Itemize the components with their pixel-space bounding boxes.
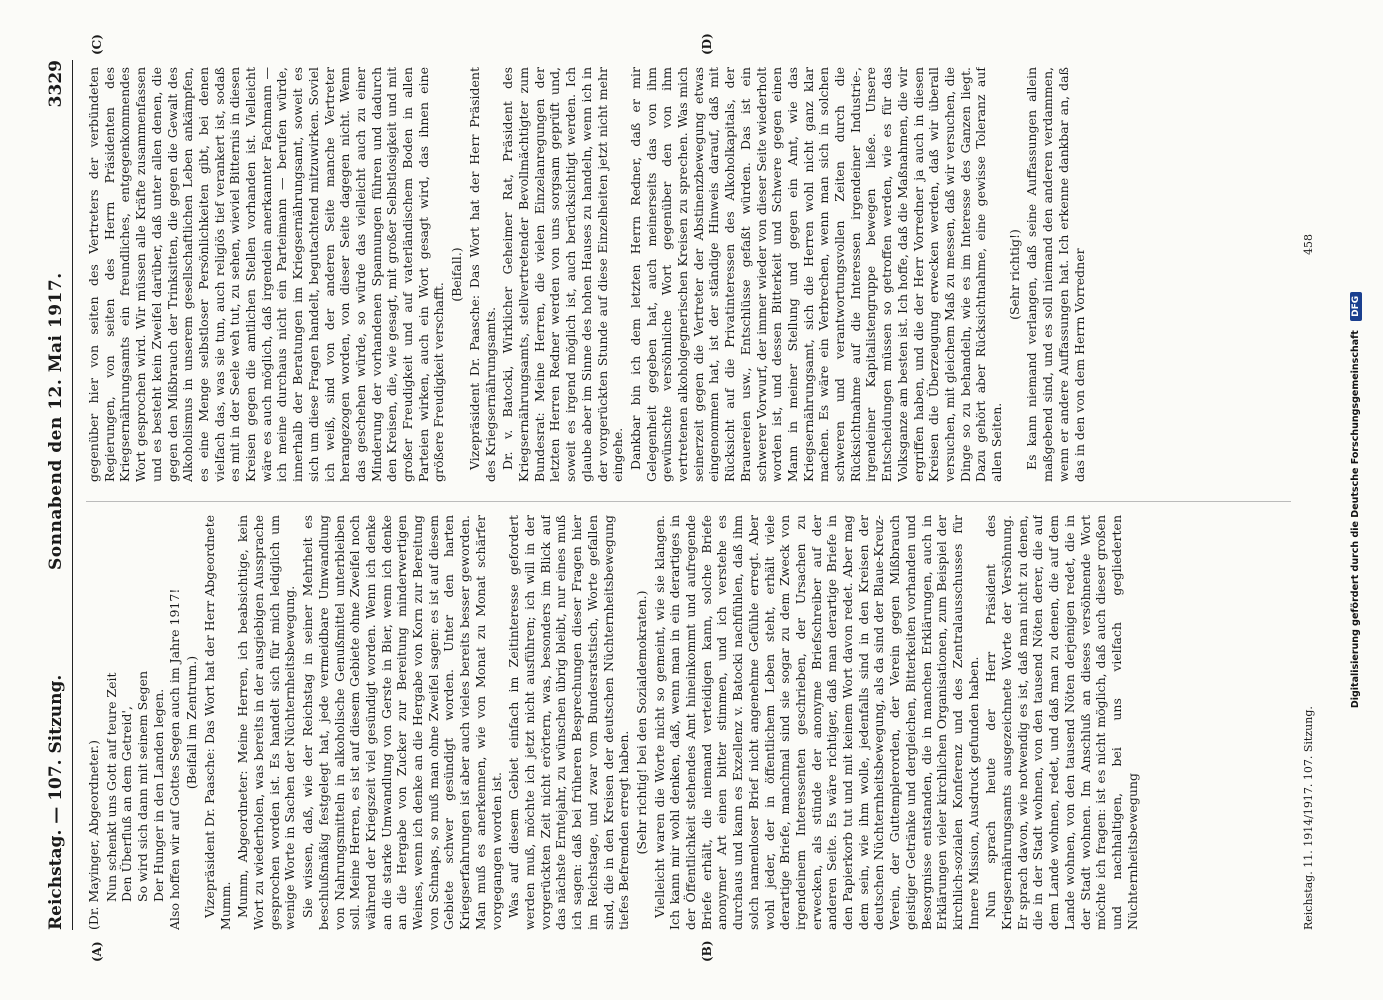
page-header: [42, 60, 73, 930]
header-session: Reichstag. — 107. Sitzung.: [46, 674, 66, 930]
page-footer: Reichstag. 11. 1914/1917. 107. Sitzung.: [1302, 706, 1315, 930]
marker-a: (A): [90, 941, 104, 962]
marker-c: (C): [90, 34, 104, 55]
header-page-number: 3329: [46, 60, 66, 108]
marker-d: (D): [700, 33, 714, 55]
verse-line-5: Also hoffen wir auf Gottes Segen auch im Jahre 1917!: [166, 588, 182, 930]
speech-paragraph: Dr. v. Batocki, Wirklicher Geheimer Rat, Präsident des Kriegsernährungsamts, stellvertretender Bevollmächtigter zum Bundesrat: Meine Herren, die vielen Einzelanregungen der letzten Herren Redner werden von uns sorgsam geprüft und, soweit es irgend möglich ist, auch berücksichtigt werden. Ich glaube aber im Sinne des hohen Hauses zu handeln, wenn ich in der vorgerückten Stunde auf diese Einzelheiten jetzt nicht mehr eingehe.: [500, 67, 626, 482]
digitization-text: Digitalisierung gefördert durch die Deutsche Forschungsgemeinschaft: [1350, 330, 1361, 709]
speech-paragraph: Nun sprach heute der Herr Präsident des Kriegsernährungsamts ausgezeichnete Worte der Versöhnung. Er sprach davon, wie notwendig es ist, daß man nicht zu denen, die in der Stadt wohnen, von den tausend Nöten derer, die auf dem Lande wohnen, redet, und daß man zu denen, die auf dem Lande wohnen, von den tausend Nöten derjenigen redet, die in der Stadt wohnen. Im Anschluß an dieses versöhnende Wort möchte ich fragen: ist es nicht möglich, daß auch dieser großen und nachhaltigen, bei uns vielfach gegliederten Nüchternheitsbewegung: [983, 515, 1140, 930]
header-date: Sonnabend den 12. Mai 1917.: [46, 272, 66, 570]
vice-president-remark-2: Vizepräsident Dr. Paasche: Das Wort hat der Herr Präsident des Kriegsernährungsamts.: [466, 67, 498, 482]
marker-b: (B): [700, 940, 714, 962]
interjection: (Sehr richtig!): [1006, 229, 1022, 320]
speech-paragraph: Es kann niemand verlangen, daß seine Auffassungen allein maßgebend sind, und es soll niemand den anderen verdammen, wenn er andere Auffassungen hat. Ich erkenne dankbar an, daß das in den von dem Herrn Vorredner: [1024, 67, 1087, 482]
verse-line-1: Nun schenkt uns Gott auf teure Zeit: [103, 672, 119, 902]
applause: (Beifall.): [449, 247, 465, 302]
verse-line-3: So wird sich dann mit seinem Segen: [135, 670, 151, 902]
interjection: (Sehr richtig! bei den Sozialdemokraten.): [633, 590, 649, 855]
speech-paragraph: Was auf diesem Gebiet einfach im Zeitinteresse gefordert werden muß, möchte ich jetzt nicht ausführen; ich will in der vorgerückten Zeit nicht erörtern, was, besonders im Blick auf das nächste Erntejahr, zu wünschen übrig bleibt, nur eines muß ich sagen: daß bei früheren Besprechungen dieser Fragen hier im Reichstage, und zwar vom Bundesratstisch, Worte gefallen sind, die in den Kreisen der deutschen Nüchternheitsbewegung tiefes Befremden erregt haben.: [506, 515, 632, 930]
speech-paragraph: Mumm, Abgeordneter: Meine Herren, ich beabsichtige, kein Wort zu wiederholen, was bereits in der ausgiebigen Aussprache gesprochen worden ist. Es handelt sich für mich lediglich um wenige Worte in Sachen der Nüchternheitsbewegung.: [235, 515, 298, 930]
column-divider: [86, 501, 1291, 502]
column-right: [86, 67, 1291, 482]
speaker-line: (Dr. Mayinger, Abgeordneter.): [86, 739, 101, 930]
speech-paragraph: Sie wissen, daß, wie der Reichstag in seiner Mehrheit es beschlußmäßig festgelegt hat, jede vermeidbare Umwandlung von Nahrungsmitteln in alkoholische Genußmittel unterbleiben soll. Meine Herren, es ist auf diesem Gebiete ohne Zweifel noch während der Kriegszeit viel gesündigt worden. Wenn ich denke an die starke Umwandlung von Gerste in Bier, wenn ich denke an die Hergabe von Zucker zur Bereitung minderwertigen Weines, wenn ich denke an die Hergabe von Korn zur Bereitung von Schnaps, so muß man ohne Zweifel sagen: es ist auf diesem Gebiete schwer gesündigt worden. Unter den harten Kriegserfahrungen ist aber auch vieles bereits besser geworden. Man muß es anerkennen, wie von Monat zu Monat schärfer vorgegangen worden ist.: [300, 515, 504, 930]
vice-president-remark-1: Vizepräsident Dr. Paasche: Das Wort hat der Herr Abgeordnete Mumm.: [201, 515, 233, 930]
speech-paragraph: Dankbar bin ich dem letzten Herrn Redner, daß er mir Gelegenheit gegeben hat, auch meinerseits das von ihm gewünschte versöhnliche Wort gegenüber den von ihm vertretenen alkoholgegnerischen Kreisen zu sprechen. Was mich seinerzeit gegen die Vertreter der Abstinenzbewegung etwas eingenommen hat, ist der ständige Hinweis darauf, daß mit Rücksicht auf die Privatinteressen des Alkoholkapitals, der Brauereien usw., Entschlüsse gefaßt würden. Das ist ein schwerer Vorwurf, der immer wieder von dieser Seite wiederholt worden ist, und dessen Bitterkeit und Schwere gegen einen Mann in meiner Stellung und gegen ein Amt, wie das Kriegsernährungsamt, sich die Herren wohl nicht ganz klar machen. Es wäre ein Verbrechen, wenn man sich in solchen schweren und verantwortungsvollen Zeiten durch die Rücksichtnahme auf die Interessen irgendeiner Industrie-, irgendeiner Kapitalistengruppe bewegen ließe. Unsere Entscheidungen müssen so getroffen werden, wie es für das Volksganze am besten ist. Ich hoffe, daß die Maßnahmen, die wir ergriffen haben, und die der Herr Vorredner ja auch in diesen Kreisen die Überzeugung erwecken werden, daß wir überall versuchen, mit gleichem Maß zu messen, daß wir versuchen, die Dinge so zu behandeln, wie es im Interesse des Ganzen liegt. Dazu gehört aber Rücksichtnahme, eine gewisse Toleranz auf allen Seiten.: [627, 67, 1005, 482]
page-code: 458: [1302, 234, 1315, 255]
verse-line-4: Der Hunger in den Landen legen.: [150, 688, 166, 902]
dfg-logo: DFG: [1350, 292, 1362, 321]
column-left: [86, 515, 1291, 930]
digitization-note: [1350, 0, 1362, 1000]
speech-paragraph: Vielleicht waren die Worte nicht so gemeint, wie sie klangen. Ich kann mir wohl denken, daß, wenn man in ein derartiges in der Öffentlichkeit stehendes Amt hineinkommt und aufregende Briefe erhält, die niemand verteidigen kann, solche Briefe anonymer Art einen bitter stimmen, und ich verstehe es durchaus und kann es Exzellenz v. Batocki nachfühlen, daß ihm solch namenloser Brief nicht angenehme Gefühle erregt. Aber wohl jeder, der in öffentlichem Leben steht, erhält viele derartige Briefe, manchmal sind sie sogar zu dem Zweck von irgendeinem Interessenten geschrieben, der Ursachen zu erwecken, als stünde der anonyme Briefschreiber auf der anderen Seite. Es wäre richtiger, daß man derartige Briefe in den Papierkorb tut und mit keinem Wort davon redet. Aber mag dem sein, wie ihm wolle, jedenfalls sind in den Kreisen der deutschen Nüchternheitsbewegung, als da sind der Blaue-Kreuz-Verein, der Guttemplerorden, der Verein gegen Mißbrauch geistiger Getränke und dergleichen, Bitterkeiten vorhanden und Besorgnisse entstanden, die in manchen Erklärungen, auch in Erklärungen vieler kirchlichen Organisationen, zum Beispiel der kirchlich-sozialen Konferenz und des Zentralausschusses für Innere Mission, Ausdruck gefunden haben.: [651, 515, 981, 930]
verse-line-2: Den Überfluß an dem Getreid',: [119, 706, 135, 902]
applause-center: (Beifall im Zentrum.): [184, 655, 200, 790]
speech-paragraph: gegenüber hier von seiten des Vertreters der verbündeten Regierungen, von seiten des Herrn Präsidenten des Kriegsernährungsamts ein freundliches, entgegenkommendes Wort gesprochen wird. Wir müssen alle Kräfte zusammenfassen und es besteht kein Zweifel darüber, daß unter allen denen, die gegen den Mißbrauch der Trinksitten, die gegen die Gewalt des Alkoholismus in unserem gesellschaftlichen Leben ankämpfen, es eine Menge selbstloser Persönlichkeiten gibt, bei denen vielfach das, was sie tun, auch religiös tief verankert ist, sodaß es mit in der Seele weh tut, zu sehen, wieviel Bitternis in diesen Kreisen gegen die amtlichen Stellen vorhanden ist. Vielleicht wäre es auch möglich, daß irgendein anerkannter Fachmann — ich meine durchaus nicht ein Parteimann — berufen würde, innerhalb der Beratungen im Kriegsernährungsamt, soweit es sich um diese Fragen handelt, begutachtend mitzuwirken. Soviel ich weiß, sind von der anderen Seite manche Vertreter herangezogen worden, von dieser Seite dagegen nicht. Wenn das geschehen würde, so würde das vielleicht auch zu einer Minderung der vorhandenen Spannungen führen und dadurch den Kreisen, die, wie gesagt, mit großer Selbstlosigkeit und mit großer Freudigkeit und auf vaterländischem Boden in allen Parteien wirken, auch ein Wort gesagt wird, das ihnen eine größere Freudigkeit verschafft.: [86, 67, 447, 482]
